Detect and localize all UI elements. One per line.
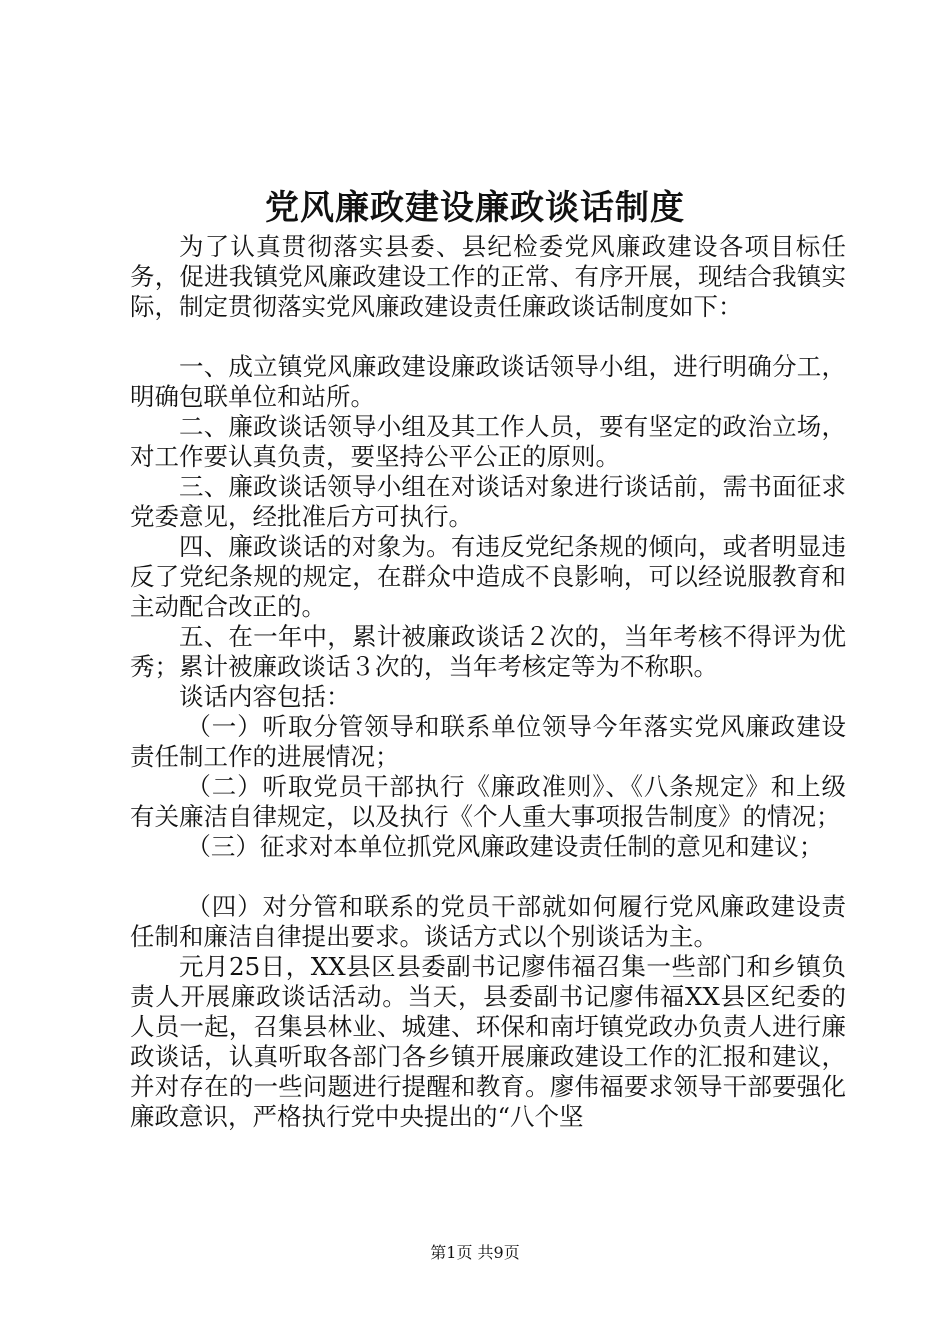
news-paragraph: 元月25日，XX县区县委副书记廖伟福召集一些部门和乡镇负责人开展廉政谈话活动。当天，县委副书记廖伟福XX县区纪委的人员一起，召集县林业、城建、环保和南圩镇党政办负责人进行廉政谈话，认真听取各部门各乡镇开展廉政建设工作的汇报和建议，并对存在的一些问题进行提醒和教育。廖伟福要求领导干部要强化廉政意识，严格执行党中央提出的“八个坚 [130,952,846,1131]
content-item-3: （三）征求对本单位抓党风廉政建设责任制的意见和建议； [186,832,824,861]
rule-paragraph-2: 二、廉政谈话领导小组及其工作人员，要有坚定的政治立场，对工作要认真负责，要坚持公平公正的原则。 [130,412,846,471]
paragraph-gap [130,862,846,892]
content-item-1: （一）听取分管领导和联系单位领导今年落实党风廉政建设责任制工作的进展情况； [130,712,846,771]
content-item-2: （二）听取党员干部执行《廉政准则》、《八条规定》和上级有关廉洁自律规定，以及执行《个人重大事项报告制度》的情况； [130,772,846,831]
rule-paragraph-4: 四、廉政谈话的对象为。有违反党纪条规的倾向，或者明显违反了党纪条规的规定，在群众中造成不良影响，可以经说服教育和主动配合改正的。 [130,532,846,621]
document-body [130,232,846,1132]
document-title: 党风廉政建设廉政谈话制度 [265,188,685,228]
rule-paragraph-5: 五、在一年中，累计被廉政谈话２次的，当年考核不得评为优秀；累计被廉政谈话３次的，当年考核定等为不称职。 [130,622,846,681]
intro-paragraph: 为了认真贯彻落实县委、县纪检委党风廉政建设各项目标任务，促进我镇党风廉政建设工作的正常、有序开展，现结合我镇实际，制定贯彻落实党风廉政建设责任廉政谈话制度如下： [130,232,846,321]
rule-paragraph-3: 三、廉政谈话领导小组在对谈话对象进行谈话前，需书面征求党委意见，经批准后方可执行。 [130,472,846,531]
content-heading: 谈话内容包括： [179,682,351,711]
paragraph-gap [130,322,846,352]
page-footer: 第1页 共9页 [430,1243,520,1262]
content-item-4: （四）对分管和联系的党员干部就如何履行党风廉政建设责任制和廉洁自律提出要求。谈话方式以个别谈话为主。 [130,892,846,951]
rule-paragraph-1: 一、成立镇党风廉政建设廉政谈话领导小组，进行明确分工，明确包联单位和站所。 [130,352,846,411]
